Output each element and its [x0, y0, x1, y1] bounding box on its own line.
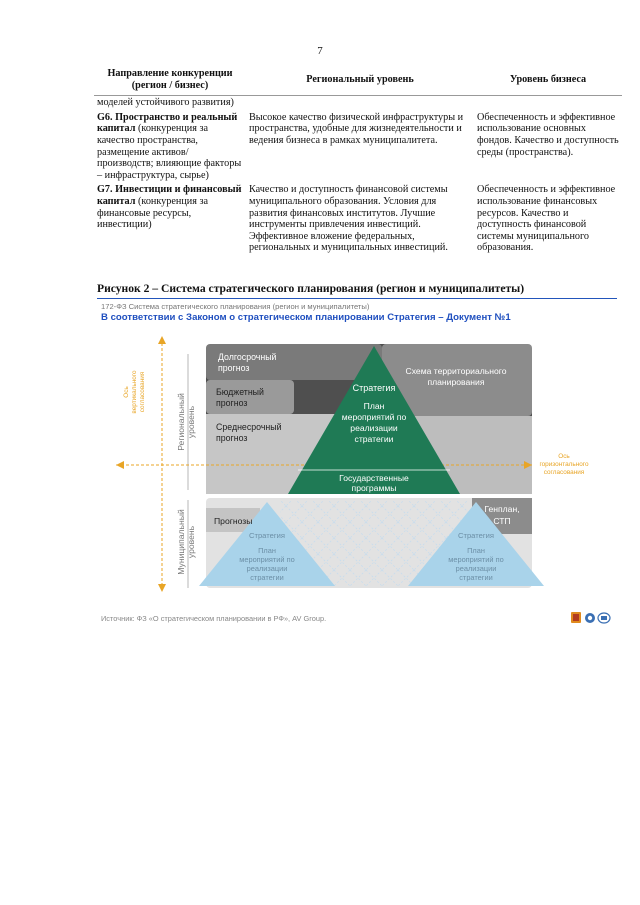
- mid-term-forecast-label-1: Среднесрочный: [216, 422, 282, 432]
- strategy-label: Стратегия: [352, 383, 396, 393]
- horizontal-axis-label-3: согласования: [543, 469, 585, 476]
- direction-title: G6. Пространство и реальный капитал: [97, 111, 238, 135]
- long-term-forecast-label-1: Долгосрочный: [218, 352, 277, 362]
- table-row: [94, 183, 622, 256]
- municipal-plan-left-3: реализации: [246, 564, 288, 573]
- business-cell: Обеспеченность и эффективное использование финансовых ресурсов. Качество и доступность финансовой системы муниципального образования.: [477, 184, 616, 254]
- territorial-scheme-label-1: Схема территориального: [405, 366, 507, 376]
- budget-forecast-label-2: прогноз: [216, 398, 248, 408]
- municipal-plan-left-1: План: [258, 546, 276, 555]
- arrow-left-icon: [116, 461, 124, 469]
- competition-directions-table: [94, 64, 622, 256]
- table-header-row: [94, 64, 622, 96]
- direction-cell: [94, 111, 246, 184]
- municipal-plan-right-1: План: [467, 546, 485, 555]
- mid-term-forecast-label-2: прогноз: [216, 433, 248, 443]
- figure-subtitle-main: В соответствии с Законом о стратегическом планировании Стратегия – Документ №1: [101, 312, 511, 323]
- header-business: Уровень бизнеса: [474, 64, 622, 96]
- vertical-axis-label-3: согласования: [139, 371, 146, 413]
- municipal-level-label-2: уровень: [186, 525, 196, 559]
- municipal-strategy-left: Стратегия: [249, 531, 285, 540]
- page-number: 7: [317, 45, 323, 57]
- municipal-plan-right-4: стратегии: [459, 573, 493, 582]
- regional-level-label-1: Региональный: [176, 393, 186, 451]
- regional-level-label-2: уровень: [186, 405, 196, 439]
- action-plan-label-1: План: [363, 401, 385, 411]
- horizontal-axis-label-1: Ось: [558, 453, 570, 460]
- long-term-forecast-block: [206, 344, 382, 380]
- municipal-strategy-right: Стратегия: [458, 531, 494, 540]
- municipal-plan-left-2: мероприятий по: [239, 555, 295, 564]
- arrow-down-icon: [158, 584, 166, 592]
- direction-title: G7. Инвестиции и финансовый капитал: [97, 184, 242, 207]
- action-plan-label-4: стратегии: [354, 434, 394, 444]
- regional-cell: Качество и доступность финансовой системы муниципального образования. Условия для развития финансовых институтов. Лучшие инструменты привлечения инвестиций. Эффективное вложение федеральных, региональных и муниципальных инвестиций.: [249, 184, 448, 254]
- budget-forecast-block: [206, 380, 294, 414]
- table-row: [94, 96, 622, 111]
- forecasts-label: Прогнозы: [214, 516, 253, 526]
- arrow-up-icon: [158, 336, 166, 344]
- municipal-plan-right-3: реализации: [455, 564, 497, 573]
- direction-desc: (конкуренция за финансовые ресурсы, инвестиции): [97, 195, 209, 231]
- action-plan-label-2: мероприятий по: [341, 412, 407, 422]
- regional-cell: Высокое качество физической инфраструктуры и пространства, удобные для жизнедеятельности и ведения бизнеса в рамках муниципалитета.: [249, 111, 464, 146]
- table-row: [94, 111, 622, 184]
- municipal-plan-right-2: мероприятий по: [448, 555, 504, 564]
- genplan-label-2: СТП: [493, 516, 511, 526]
- figure-subtitle-small: 172-ФЗ Система стратегического планирования (регион и муниципалитеты): [101, 302, 370, 311]
- strategic-planning-diagram: [110, 330, 620, 598]
- partner-logos: [570, 610, 620, 626]
- budget-forecast-label-1: Бюджетный: [216, 387, 264, 397]
- genplan-label-1: Генплан,: [484, 504, 520, 514]
- direction-desc: (конкуренция за качество пространства, размещение активов/производств; влияющие факторы – инфраструктура, сырье): [97, 123, 242, 181]
- figure-divider: [97, 298, 617, 299]
- territorial-scheme-label-2: планирования: [427, 377, 485, 387]
- municipal-plan-left-4: стратегии: [250, 573, 284, 582]
- action-plan-label-3: реализации: [350, 423, 398, 433]
- long-term-forecast-label-2: прогноз: [218, 363, 250, 373]
- figure-source: Источник: ФЗ «О стратегическом планировании в РФ», AV Group.: [101, 614, 327, 623]
- state-programs-label-1: Государственные: [339, 473, 409, 483]
- horizontal-axis-label-2: горизонтального: [539, 461, 589, 468]
- header-direction: Направление конкуренции (регион / бизнес): [94, 64, 246, 96]
- vertical-axis-label-2: вертикального: [131, 370, 138, 414]
- municipal-level-label-1: Муниципальный: [176, 509, 186, 575]
- state-programs-label-2: программы: [351, 483, 397, 493]
- direction-cell: [94, 183, 246, 256]
- figure-title: Рисунок 2 – Система стратегического планирования (регион и муниципалитеты): [97, 282, 525, 295]
- vertical-axis-label-1: Ось: [123, 386, 130, 398]
- header-regional: Региональный уровень: [246, 64, 474, 96]
- continuation-cell: моделей устойчивого развития): [97, 97, 234, 109]
- business-cell: Обеспеченность и эффективное использование основных фондов. Качество и доступность среды (пространства).: [477, 111, 619, 158]
